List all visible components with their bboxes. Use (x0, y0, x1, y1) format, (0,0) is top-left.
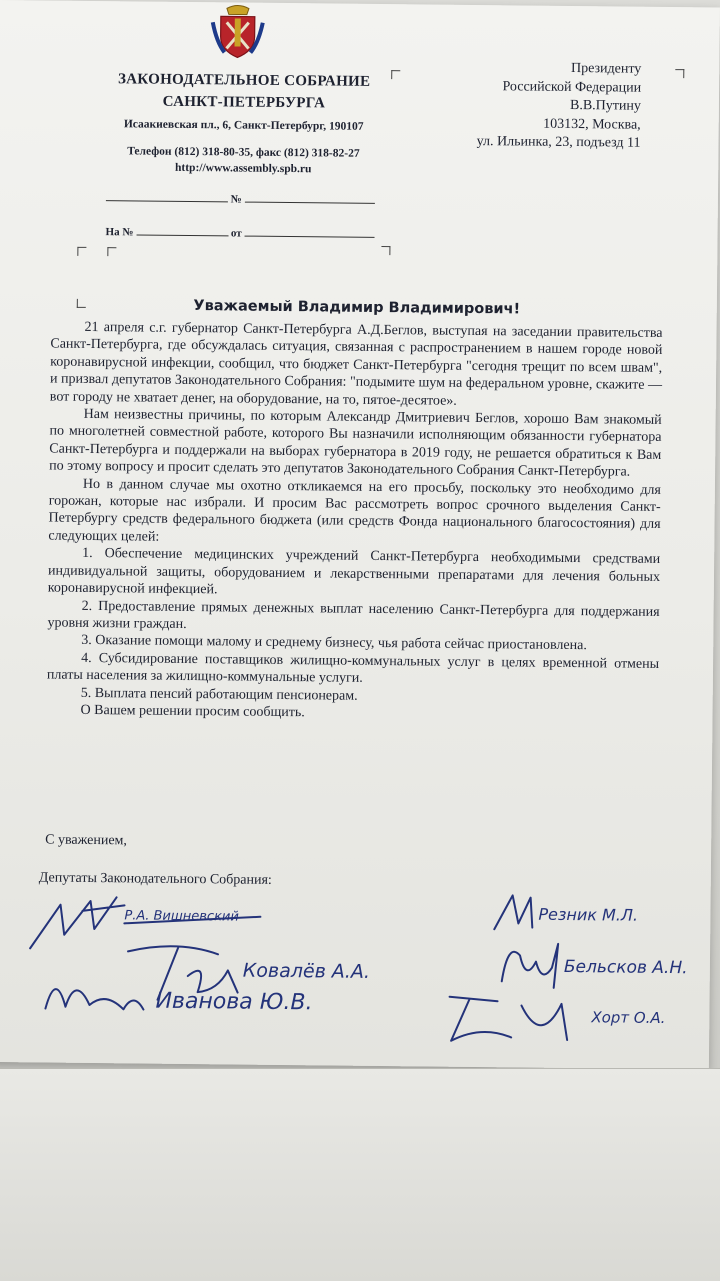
paragraph: 2. Предоставление прямых денежных выплат населению Санкт-Петербурга для поддержания уровня жизни граждан. (47, 598, 660, 632)
signature-caption: Резник М.Л. (538, 904, 639, 925)
signature-caption: Р.А. Вишневский (124, 908, 239, 925)
org-name-line1: ЗАКОНОДАТЕЛЬНОЕ СОБРАНИЕ (117, 71, 371, 90)
recipient-line: В.В.Путину (569, 97, 642, 114)
paragraph: 21 апреля с.г. губернатор Санкт-Петербурга А.Д.Беглов, выступая на заседании правительства Санкт-Петербурга, где обсуждалась ситуация, связанная с распространением в нашем городе новой коронавирусной инфекции, сообщил, что бюджет Санкт-Петербурга "сегодня трещит по всем швам", и призвал депутатов Законодательного Собрания: "подымите шум на федеральном уровне, скажите — вот городу не хватает денег, на оборудование, на то, пятое-десятое». (49, 319, 663, 409)
signature-caption: Бельсков А.Н. (563, 956, 688, 979)
letter-body (46, 319, 662, 726)
date-from-label: от (230, 227, 242, 240)
registration-number-line (106, 191, 375, 207)
signature-caption: Хорт О.А. (591, 1008, 666, 1028)
signature-ivanova (35, 960, 356, 1023)
paragraph: 1. Обеспечение медицинских учреждений Санкт-Петербурга необходимыми средствами индивидуальной защиты, оборудованием и лекарственными препаратами для лечения больных коронавирусной инфекцией. (47, 546, 661, 598)
signature-caption: Иванова Ю.В. (155, 988, 313, 1016)
paragraph: О Вашем решении просим сообщить. (80, 702, 305, 721)
signatories-label: Депутаты Законодательного Собрания: (38, 870, 272, 888)
paragraph: 3. Оказание помощи малому и среднему бизнесу, чья работа сейчас приостановлена. (81, 633, 587, 654)
paragraph: Нам неизвестны причины, по которым Александр Дмитриевич Беглов, хорошо Вам знакомый по многолетней совместной работе, которого Вы назначили исполняющим обязанности губернатора Санкт-Петербурга и поддержали на выборах губернатора в 2019 году, не решается обратиться к Вам по этому вопросу и просит сделать это депутатов Законодательного Собрания Санкт-Петербурга. (49, 406, 662, 480)
org-name-line2: САНКТ-ПЕТЕРБУРГА (162, 93, 326, 112)
subject-field-corner (107, 247, 116, 256)
signature-khort (441, 985, 710, 1054)
subject-field-corner (77, 247, 86, 256)
address-field-corner (391, 70, 400, 79)
org-address: Исаакиевская пл., 6, Санкт-Петербург, 190107 (123, 118, 364, 133)
subject-field-corner (381, 246, 390, 255)
number-sign: № (230, 193, 242, 206)
org-website: http://www.assembly.spb.ru (174, 161, 312, 176)
recipient-line: ул. Ильинка, 23, подъезд 11 (476, 133, 641, 151)
reply-reference-line (106, 225, 375, 241)
in-reply-to-label: На № (105, 226, 134, 239)
paragraph: 5. Выплата пенсий работающим пенсионерам. (80, 685, 358, 704)
signature-caption: Ковалёв А.А. (242, 959, 371, 983)
letter-greeting: Уважаемый Владимир Владимирович! (193, 298, 521, 318)
letter-closing: С уважением, (45, 832, 128, 849)
paragraph: 4. Субсидирование поставщиков жилищно-коммунальных услуг в целях временной отмены платы населения за жилищно-коммунальные услуги. (46, 650, 660, 686)
org-phone: Телефон (812) 318-80-35, факс (812) 318-82-27 (127, 145, 360, 160)
recipient-line: Российской Федерации (502, 78, 642, 96)
underlying-sheet (0, 1068, 720, 1281)
recipient-line: 103132, Москва, (543, 116, 641, 133)
spb-coat-of-arms-icon (206, 2, 269, 61)
recipient-block (477, 59, 642, 153)
address-field-corner (675, 69, 684, 78)
recipient-line: Президенту (570, 60, 642, 77)
paragraph: Но в данном случае мы охотно откликаемся на его просьбу, поскольку это необходимо для горожан, которые нас избрали. И просим Вас рассмотреть вопрос срочного выделения Санкт-Петербургу средств федерального бюджета (или средств Фонда национального благосостояния) для следующих целей: (48, 476, 661, 545)
